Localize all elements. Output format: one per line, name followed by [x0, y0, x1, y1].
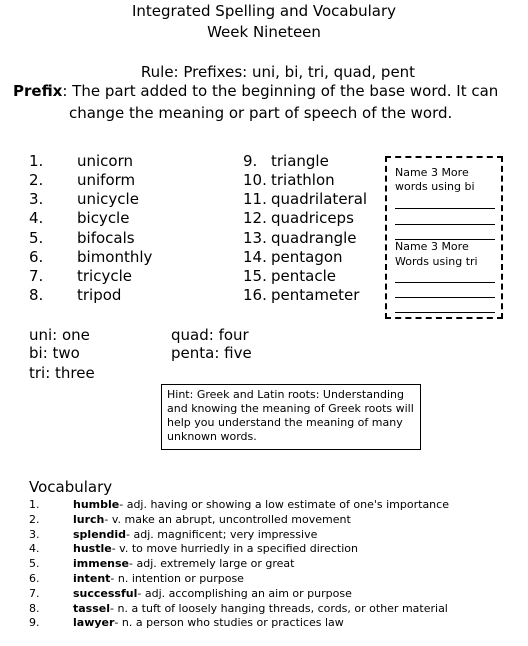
vocabulary-word: lurch — [73, 512, 105, 526]
vocabulary-number: 5. — [29, 557, 40, 571]
vocabulary-word: immense — [73, 557, 129, 571]
spelling-left-word: bicycle — [77, 209, 130, 227]
bi-caption-1: Name 3 More — [395, 166, 469, 179]
vocabulary-item — [29, 541, 509, 556]
vocabulary-entry — [73, 586, 352, 601]
spelling-right-word: quadrangle — [271, 229, 357, 247]
bi-answer-line-2[interactable] — [395, 224, 495, 225]
prefix-text-1: : The part added to the beginning of the base word. It can — [62, 82, 499, 100]
vocabulary-number: 2. — [29, 512, 40, 526]
spelling-right-word: quadrilateral — [271, 190, 368, 208]
vocabulary-entry — [73, 556, 294, 571]
tri-answer-line-2[interactable] — [395, 297, 495, 298]
vocabulary-entry — [73, 512, 351, 527]
spelling-left-word: tripod — [77, 286, 122, 304]
vocabulary-definition: - v. to move hurriedly in a specified direction — [111, 542, 358, 556]
meaning-uni: uni: one — [29, 326, 90, 344]
vocabulary-item — [29, 615, 509, 630]
vocabulary-definition: - v. make an abrupt, uncontrolled movement — [104, 512, 351, 526]
vocabulary-entry — [73, 615, 344, 630]
vocabulary-number: 8. — [29, 601, 40, 615]
vocabulary-word: hustle — [73, 542, 112, 556]
vocabulary-definition: - adj. magnificent; very impressive — [126, 527, 318, 541]
page-title: Integrated Spelling and Vocabulary — [131, 2, 397, 20]
vocabulary-entry — [73, 497, 449, 512]
vocabulary-item — [29, 601, 509, 616]
spelling-right-number: 14. — [243, 248, 267, 266]
vocabulary-entry — [73, 601, 448, 616]
spelling-right-word: pentagon — [271, 248, 343, 266]
spelling-right-number: 15. — [243, 267, 267, 285]
spelling-right-number: 9. — [243, 152, 258, 170]
bi-caption-2: words using bi — [395, 180, 475, 193]
week-label: Week Nineteen — [207, 23, 321, 41]
vocabulary-number: 9. — [29, 616, 40, 630]
vocabulary-entry — [73, 571, 244, 586]
vocabulary-item — [29, 556, 509, 571]
spelling-right-number: 11. — [243, 190, 267, 208]
spelling-left-number: 2. — [29, 171, 44, 189]
tri-answer-line-1[interactable] — [395, 282, 495, 283]
spelling-left-number: 3. — [29, 190, 44, 208]
spelling-left-number: 4. — [29, 209, 44, 227]
tri-answer-line-3[interactable] — [395, 312, 495, 313]
vocabulary-word: tassel — [73, 601, 111, 615]
spelling-right-number: 12. — [243, 209, 267, 227]
vocabulary-item — [29, 527, 509, 542]
spelling-left-number: 8. — [29, 286, 44, 304]
vocabulary-definition: - adj. accomplishing an aim or purpose — [137, 586, 352, 600]
vocabulary-number: 6. — [29, 572, 40, 585]
spelling-left-word: unicycle — [77, 190, 139, 208]
spelling-left-number: 1. — [29, 152, 44, 170]
vocabulary-word: splendid — [73, 527, 127, 541]
vocabulary-number: 3. — [29, 527, 40, 541]
vocabulary-word: successful — [73, 586, 138, 600]
meaning-quad: quad: four — [171, 326, 249, 344]
bi-answer-line-1[interactable] — [395, 208, 495, 209]
vocabulary-heading: Vocabulary — [29, 478, 113, 496]
spelling-right-number: 16. — [243, 286, 267, 304]
vocabulary-number: 7. — [29, 586, 40, 600]
spelling-left-number: 5. — [29, 229, 44, 247]
vocabulary-word: lawyer — [73, 616, 115, 630]
spelling-left-word: tricycle — [77, 267, 132, 285]
vocabulary-definition: - n. a tuft of loosely hanging threads, cords, or other material — [110, 601, 448, 615]
tri-caption-2: Words using tri — [395, 255, 478, 268]
spelling-right-word: triangle — [271, 152, 329, 170]
vocabulary-number: 1. — [29, 498, 40, 511]
spelling-right-word: triathlon — [271, 171, 335, 189]
spelling-right-word: pentacle — [271, 267, 336, 285]
spelling-left-word: bimonthly — [77, 248, 153, 266]
vocabulary-word: humble — [73, 498, 120, 511]
vocabulary-definition: - adj. having or showing a low estimate of one's importance — [119, 498, 449, 511]
spelling-right-word: quadriceps — [271, 209, 354, 227]
rule-line: Rule: Prefixes: uni, bi, tri, quad, pent — [140, 63, 416, 81]
vocabulary-definition: - n. a person who studies or practices law — [114, 616, 344, 630]
spelling-left-number: 7. — [29, 267, 44, 285]
vocabulary-item — [29, 512, 509, 527]
spelling-left-word: bifocals — [77, 229, 135, 247]
spelling-right-number: 13. — [243, 229, 267, 247]
vocabulary-item — [29, 571, 509, 586]
meaning-bi: bi: two — [29, 344, 80, 362]
vocabulary-entry — [73, 527, 317, 542]
hint-box: Hint: Greek and Latin roots: Understanding and knowing the meaning of Greek roots will help you understand the meaning of many unknown words. — [161, 384, 421, 450]
vocabulary-entry — [73, 541, 358, 556]
spelling-left-word: uniform — [77, 171, 136, 189]
meaning-tri: tri: three — [29, 364, 95, 382]
prefix-definition — [13, 82, 498, 100]
vocabulary-item — [29, 497, 509, 512]
tri-caption-1: Name 3 More — [395, 240, 469, 253]
prefix-text-2: change the meaning or part of speech of the word. — [69, 104, 453, 122]
meaning-penta: penta: five — [171, 344, 252, 362]
spelling-left-number: 6. — [29, 248, 44, 266]
prefix-label: Prefix — [13, 82, 63, 100]
vocabulary-item — [29, 586, 509, 601]
spelling-left-word: unicorn — [77, 152, 134, 170]
spelling-right-word: pentameter — [271, 286, 360, 304]
vocabulary-definition: - adj. extremely large or great — [129, 557, 295, 571]
vocabulary-number: 4. — [29, 542, 40, 556]
vocabulary-word: intent — [73, 572, 111, 585]
more-words-box — [385, 156, 503, 319]
vocabulary-definition: - n. intention or purpose — [110, 572, 244, 585]
spelling-right-number: 10. — [243, 171, 267, 189]
